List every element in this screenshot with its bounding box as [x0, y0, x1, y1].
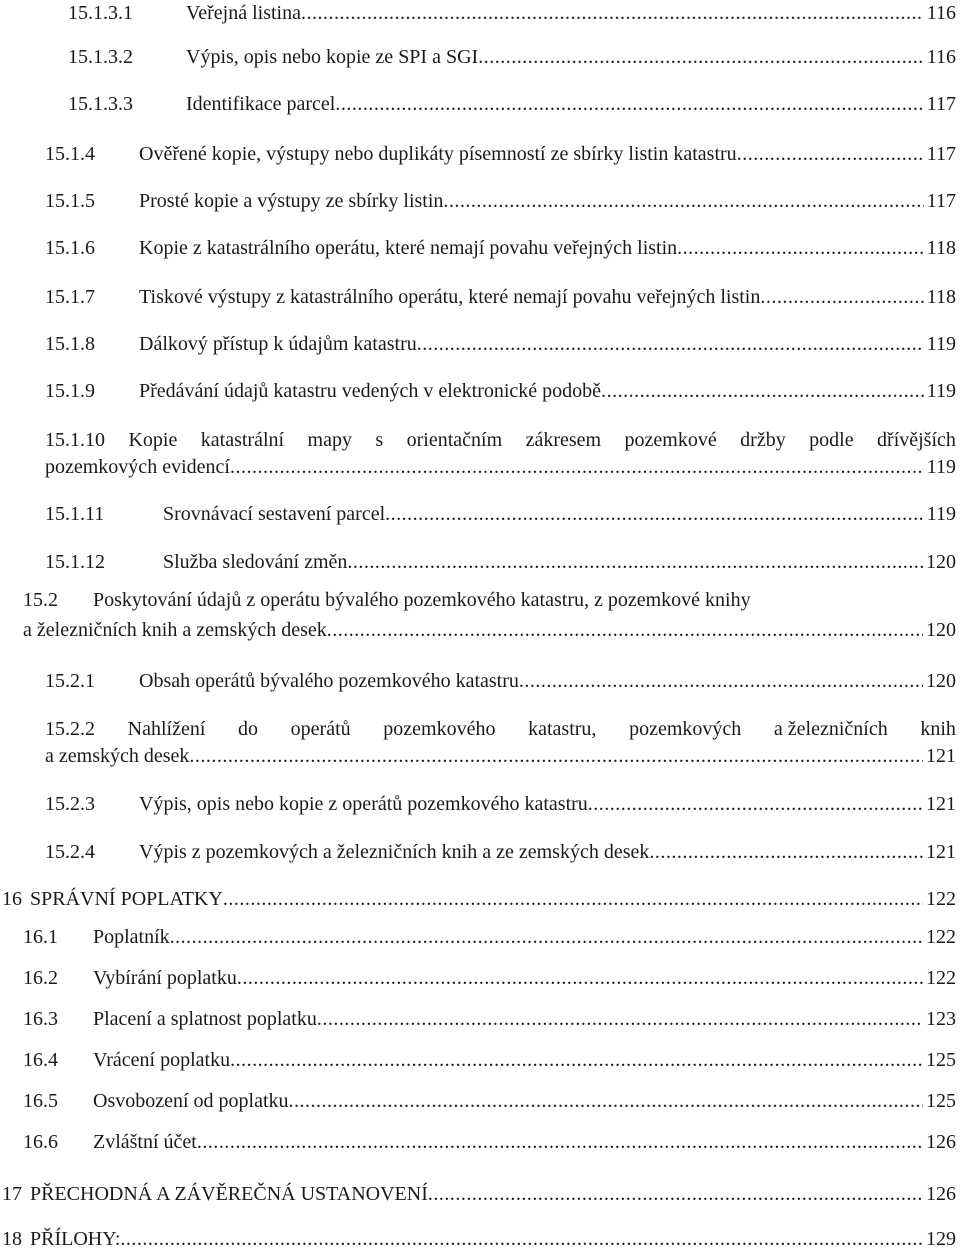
toc-entry-number: 15.1.8 [45, 333, 95, 355]
toc-entry[interactable] [68, 91, 956, 117]
toc-entry-title: Osvobození od poplatku [93, 1090, 289, 1112]
toc-entry-title: Ověřené kopie, výstupy nebo duplikáty písemností ze sbírky listin katastru [139, 143, 737, 165]
toc-entry-page: 120 [926, 551, 956, 573]
toc-entry-number: 15.1.9 [45, 380, 95, 402]
toc-entry[interactable] [68, 44, 956, 70]
toc-entry-title-word: knih [920, 718, 956, 740]
toc-entry-title-word: pozemkové [624, 429, 717, 451]
toc-entry-title-word: a železničních [773, 718, 888, 740]
toc-entry-page: 122 [926, 888, 956, 910]
dot-leader [223, 886, 923, 912]
dot-leader [189, 743, 923, 769]
toc-entry-number: 17 [2, 1183, 22, 1205]
toc-entry-page: 121 [926, 841, 956, 863]
toc-entry-title-word: držby [740, 429, 786, 451]
toc-entry-page: 125 [926, 1049, 956, 1071]
dot-leader [317, 1006, 923, 1032]
toc-entry-title: Tiskové výstupy z katastrálního operátu, které nemají povahu veřejných listin [139, 286, 761, 308]
dot-leader [428, 1181, 923, 1207]
dot-leader [197, 1129, 923, 1155]
toc-entry-title-word: katastrální [200, 429, 285, 451]
toc-entry-page: 117 [926, 190, 956, 212]
toc-entry-page: 126 [926, 1131, 956, 1153]
toc-entry-page: 116 [926, 46, 956, 68]
toc-entry-title-word: katastru, [528, 718, 597, 740]
dot-leader [170, 924, 923, 950]
toc-entry[interactable] [23, 1129, 956, 1155]
toc-entry-title-word: mapy [307, 429, 352, 451]
dot-leader [677, 235, 924, 261]
toc-entry-title: Dálkový přístup k údajům katastru [139, 333, 417, 355]
toc-entry-title-word: dřívějších [877, 429, 956, 451]
toc-entry[interactable] [23, 965, 956, 991]
toc-entry-page: 122 [926, 967, 956, 989]
toc-entry[interactable] [23, 924, 956, 950]
toc-entry-title-word: orientačním [406, 429, 503, 451]
toc-entry[interactable] [45, 235, 956, 261]
toc-entry-number: 16.5 [23, 1090, 58, 1112]
toc-entry[interactable] [45, 501, 956, 527]
toc-entry-page: 122 [926, 926, 956, 948]
toc-entry[interactable] [23, 1088, 956, 1114]
toc-entry-number: 15.2.1 [45, 670, 95, 692]
toc-entry-title: Výpis z pozemkových a železničních knih a ze zemských desek [139, 841, 650, 863]
dot-leader [443, 188, 923, 214]
toc-entry-title: Placení a splatnost poplatku [93, 1008, 317, 1030]
toc-entry-number: 16.4 [23, 1049, 58, 1071]
toc-entry-number: 15.2.2 [45, 718, 95, 740]
toc-entry-page: 117 [926, 93, 956, 115]
toc-entry-second-line [23, 617, 956, 643]
toc-entry-page: 118 [926, 237, 956, 259]
toc-entry-title: Služba sledování změn [163, 551, 348, 573]
toc-entry-number: 16 [2, 888, 22, 910]
dot-leader [519, 668, 923, 694]
dot-leader [601, 378, 924, 404]
toc-entry-page: 117 [926, 143, 956, 165]
toc-entry-number: 15.1.11 [45, 503, 105, 525]
toc-entry-number: 16.2 [23, 967, 58, 989]
toc-entry-number: 15.1.7 [45, 286, 95, 308]
toc-entry-title: Předávání údajů katastru vedených v elektronické podobě [139, 380, 602, 402]
toc-entry-title-word: do [238, 718, 259, 740]
toc-entry-second-line [45, 454, 956, 480]
toc-entry[interactable] [68, 0, 956, 26]
toc-entry-number: 15.2 [23, 589, 58, 611]
toc-entry-title: Obsah operátů bývalého pozemkového katastru [139, 670, 519, 692]
toc-entry-title-word: pozemkového [383, 718, 496, 740]
toc-entry-page: 126 [926, 1183, 956, 1205]
toc-entry-title: a železničních knih a zemských desek [23, 619, 327, 641]
toc-entry-page: 119 [926, 333, 956, 355]
toc-entry-first-line [45, 716, 956, 742]
dot-leader [737, 141, 924, 167]
toc-entry[interactable] [45, 188, 956, 214]
toc-entry-page: 119 [926, 456, 956, 478]
toc-entry-page: 123 [926, 1008, 956, 1030]
dot-leader [327, 617, 923, 643]
toc-entry-page: 119 [926, 380, 956, 402]
toc-entry-number: 15.2.4 [45, 841, 95, 863]
toc-entry-number: 15.2.3 [45, 793, 95, 815]
toc-entry-number: 15.1.3.3 [68, 93, 133, 115]
toc-entry[interactable] [45, 331, 956, 357]
dot-leader [301, 0, 924, 26]
toc-entry-second-line [45, 743, 956, 769]
toc-chapter[interactable] [2, 1181, 956, 1207]
toc-entry-title: a zemských desek [45, 745, 190, 767]
dot-leader [760, 284, 923, 310]
toc-entry-page: 121 [926, 745, 956, 767]
dot-leader [230, 454, 924, 480]
toc-entry[interactable] [45, 141, 956, 167]
dot-leader [385, 501, 924, 527]
dot-leader [230, 1047, 923, 1073]
dot-leader [478, 44, 924, 70]
toc-entry-title: Prosté kopie a výstupy ze sbírky listin [139, 190, 444, 212]
dot-leader [289, 1088, 923, 1114]
toc-entry-title: Kopie z katastrálního operátu, které nemají povahu veřejných listin [139, 237, 678, 259]
toc-entry[interactable] [45, 839, 956, 865]
toc-chapter[interactable] [2, 1226, 956, 1252]
dot-leader [335, 91, 923, 117]
toc-entry-number: 15.1.3.1 [68, 2, 133, 24]
toc-entry-page: 118 [926, 286, 956, 308]
toc-entry-page: 119 [926, 503, 956, 525]
toc-entry-page: 116 [926, 2, 956, 24]
toc-entry[interactable] [23, 1006, 956, 1032]
toc-entry[interactable] [45, 378, 956, 404]
toc-entry-title: Srovnávací sestavení parcel [163, 503, 386, 525]
toc-entry-title: PŘECHODNÁ A ZÁVĚREČNÁ USTANOVENÍ [30, 1183, 428, 1205]
toc-entry-title: Zvláštní účet [93, 1131, 197, 1153]
toc-entry-number: 15.1.6 [45, 237, 95, 259]
toc-entry-number: 18 [2, 1228, 22, 1250]
toc-entry-first-line [23, 587, 751, 613]
dot-leader [417, 331, 924, 357]
toc-entry-title: Identifikace parcel [186, 93, 336, 115]
toc-entry-title: Poplatník [93, 926, 170, 948]
toc-entry-number: 15.1.4 [45, 143, 95, 165]
toc-entry-title: Vrácení poplatku [93, 1049, 231, 1071]
toc-entry-title-word: pozemkových [629, 718, 742, 740]
toc-entry-title: Veřejná listina [186, 2, 301, 24]
toc-entry-number: 15.1.5 [45, 190, 95, 212]
dot-leader [347, 549, 923, 575]
toc-entry-page: 121 [926, 793, 956, 815]
dot-leader [649, 839, 923, 865]
toc-entry[interactable] [45, 791, 956, 817]
toc-entry-number: 15.1.10 [45, 429, 105, 451]
dot-leader [237, 965, 923, 991]
toc-entry-number: 15.1.12 [45, 551, 105, 573]
toc-entry-title-word: s [375, 429, 384, 451]
toc-entry-title: Vybírání poplatku [93, 967, 237, 989]
toc-entry-title: pozemkových evidencí [45, 456, 230, 478]
toc-entry-title-word: Kopie [128, 429, 178, 451]
toc-entry-title-word: podle [809, 429, 854, 451]
toc-entry-title: SPRÁVNÍ POPLATKY [30, 888, 223, 910]
toc-entry-title: PŘÍLOHY: [30, 1228, 121, 1250]
toc-entry-title-word: Nahlížení [127, 718, 206, 740]
toc-entry-number: 16.1 [23, 926, 58, 948]
toc-entry-page: 120 [926, 619, 956, 641]
toc-entry-title: Výpis, opis nebo kopie z operátů pozemkového katastru [139, 793, 588, 815]
toc-entry-page: 125 [926, 1090, 956, 1112]
toc-entry-number: 15.1.3.2 [68, 46, 133, 68]
toc-entry-title-word: zákresem [525, 429, 602, 451]
toc-entry[interactable] [45, 284, 956, 310]
toc-entry[interactable] [45, 549, 956, 575]
toc-entry-page: 120 [926, 670, 956, 692]
toc-entry[interactable] [45, 668, 956, 694]
toc-entry[interactable] [23, 1047, 956, 1073]
toc-entry-number: 16.6 [23, 1131, 58, 1153]
toc-entry-page: 129 [926, 1228, 956, 1250]
toc-entry-title: Poskytování údajů z operátu bývalého pozemkového katastru, z pozemkové knihy [93, 589, 751, 611]
toc-entry-number: 16.3 [23, 1008, 58, 1030]
dot-leader [120, 1226, 923, 1252]
toc-chapter[interactable] [2, 886, 956, 912]
toc-entry-first-line [45, 427, 956, 453]
toc-entry-title-word: operátů [290, 718, 351, 740]
toc-entry-title: Výpis, opis nebo kopie ze SPI a SGI [186, 46, 479, 68]
dot-leader [588, 791, 923, 817]
